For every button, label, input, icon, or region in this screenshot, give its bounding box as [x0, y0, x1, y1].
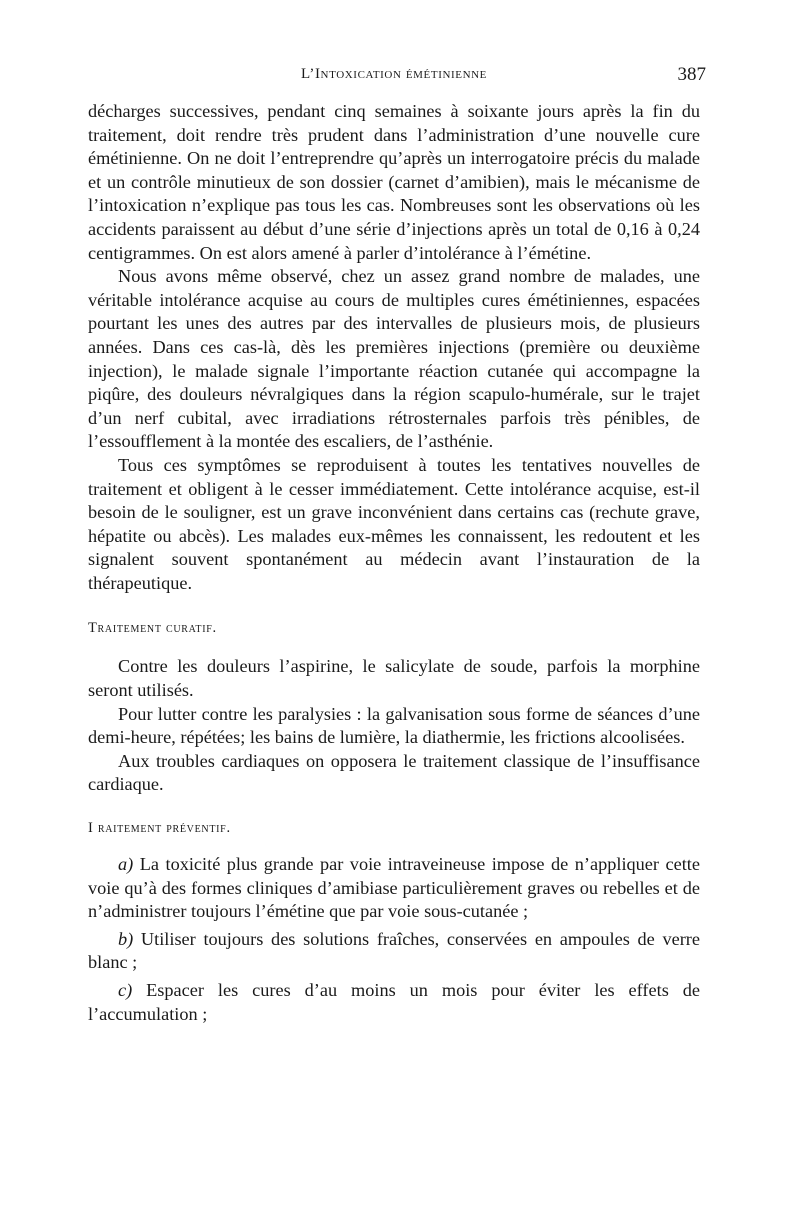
running-title: L’Intoxication émétinienne [300, 66, 487, 82]
page-number: 387 [677, 64, 706, 85]
list-item-text: La toxicité plus grande par voie intraveineuse impose de n’appliquer cette voie qu’à des formes cliniques d’amibiase particulièrement graves ou rebelles et de n’administrer toujours l’émétine que par voie sous-cutanée ; [88, 854, 700, 922]
list-item-letter: b) [118, 928, 134, 949]
list-item-a [88, 853, 700, 924]
list-item-letter: c) [118, 980, 133, 1000]
paragraph-cardiaques: Aux troubles cardiaques on opposera le traitement classique de l’insuffisance cardiaque. [88, 750, 700, 795]
paragraph-continuation: décharges successives, pendant cinq semaines à soixante jours après la fin du traitement, doit rendre très prudent dans l’administration d’une nouvelle cure émétinienne. On ne doit l’entreprendre qu’après un interrogatoire précis du malade et un contrôle minutieux de son dossier (carnet d’amibien), mais le mécanisme de l’intoxication n’explique pas tous les cas. Nombreuses sont les observations où les accidents paraissent au début d’une série d’injections après un total de 0,16 à 0,24 centigrammes. On est alors amené à parler d’intolérance à l’émétine. [88, 101, 700, 263]
list-item-text: Utiliser toujours des solutions fraîches, conservées en ampoules de verre blanc ; [88, 928, 700, 973]
paragraph-intolerance: Nous avons même observé, chez un assez grand nombre de malades, une véritable intolérance acquise au cours de multiples cures émétiniennes, espacées pourtant les unes des autres par des intervalles de plusieurs mois, de plusieurs années. Dans ces cas-là, dès les premières injections (première ou deuxième injection), le malade signale l’importante réaction cutanée qui accompagne la piqûre, des douleurs névralgiques dans la région scapulo-humérale, sur le trajet d’un nerf cubital, avec irradiations rétrosternales parfois très pénibles, de l’essoufflement à la montée des escaliers, de l’asthénie. [88, 266, 700, 452]
list-item-text: Espacer les cures d’au moins un mois pour éviter les effets de l’accumulation ; [88, 980, 700, 1024]
paragraph-paralysies: Pour lutter contre les paralysies : la galvanisation sous forme de séances d’une demi-heure, répétées; les bains de lumière, la diathermie, les frictions alcoolisées. [88, 703, 700, 748]
list-item-c [88, 979, 700, 1026]
running-head [88, 64, 706, 90]
body-text [88, 100, 700, 1030]
list-item-letter: a) [118, 854, 134, 875]
paragraph-symptoms: Tous ces symptômes se reproduisent à toutes les tentatives nouvelles de traitement et obligent à le cesser immédiatement. Cette intolérance acquise, est-il besoin de le souligner, est un grave inconvénient dans certains cas (rechute grave, hépatite ou abcès). Les malades eux-mêmes les connaissent, les redoutent et les signalent souvent spontanément au médecin avant l’instauration de la thérapeutique. [88, 454, 700, 593]
list-item-b [88, 928, 700, 975]
section-heading-preventif: I raitement préventif. [88, 820, 231, 837]
section-heading-curatif: Traitement curatif. [88, 620, 217, 637]
paragraph-douleurs: Contre les douleurs l’aspirine, le salicylate de soude, parfois la morphine seront utilisés. [88, 656, 700, 701]
